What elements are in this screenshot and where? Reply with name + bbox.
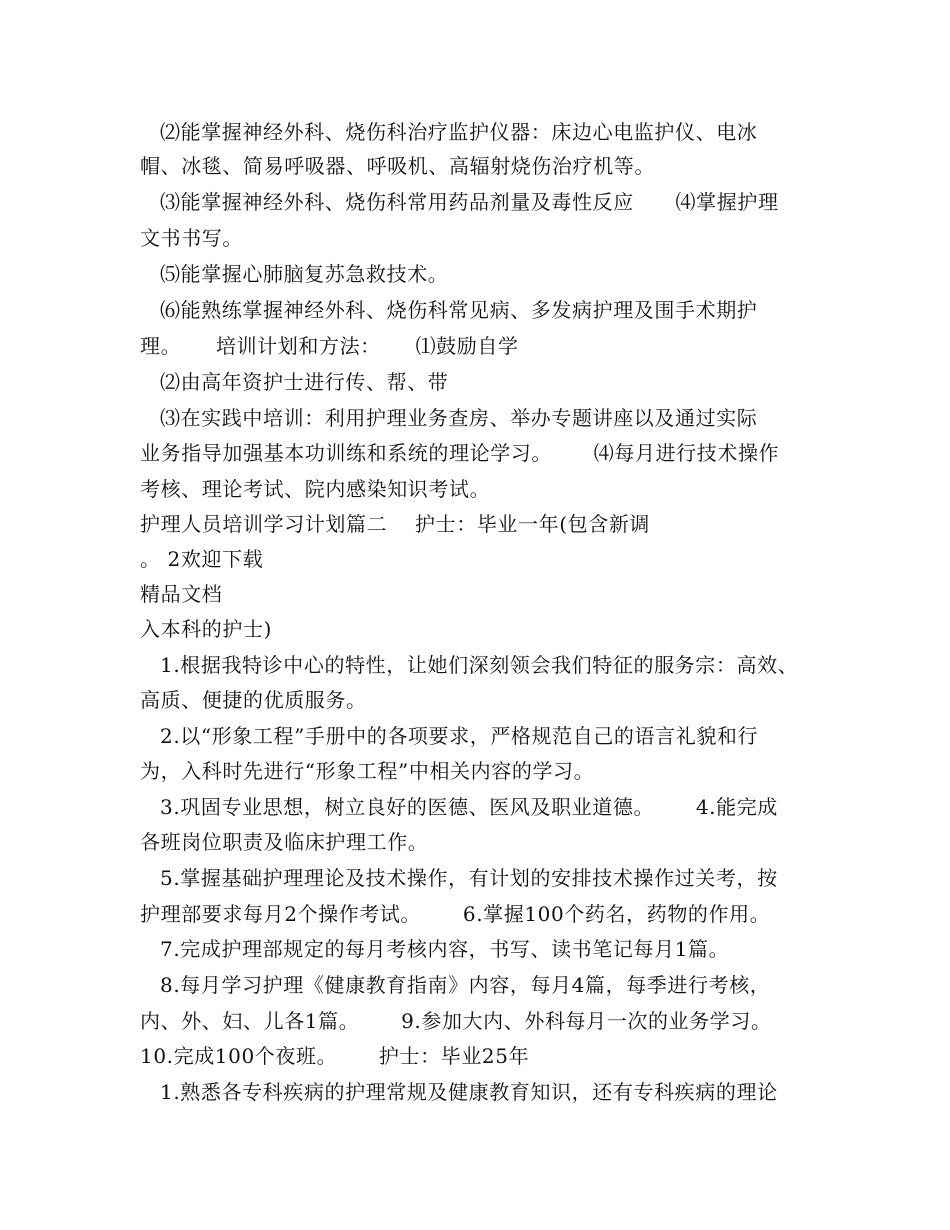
text-line: 文书书写。 xyxy=(140,226,243,250)
text-line: 各班岗位职责及临床护理工作。 xyxy=(140,830,429,854)
text-line: 业务指导加强基本功训练和系统的理论学习。 ⑷每月进行技术操作 xyxy=(140,441,780,465)
text-line: 7.完成护理部规定的每月考核内容，书写、读书笔记每月1篇。 xyxy=(160,937,730,961)
text-line: ⑵由高年资护士进行传、帮、带 xyxy=(160,370,449,394)
text-line: 5.掌握基础护理理论及技术操作，有计划的安排技术操作过关考，按 xyxy=(160,866,778,890)
text-line: 帽、冰毯、简易呼吸器、呼吸机、高辐射烧伤治疗机等。 xyxy=(140,154,655,178)
section-heading: 护理人员培训学习计划篇二 护士：毕业一年(包含新调 xyxy=(140,512,651,536)
page-header: 精品文档 xyxy=(140,582,223,606)
text-line: 内、外、妇、儿各1篇。 9.参加大内、外科每月一次的业务学习。 xyxy=(140,1009,772,1033)
text-line: 考核、理论考试、院内感染知识考试。 xyxy=(140,477,491,501)
text-line: 3.巩固专业思想，树立良好的医德、医风及职业道德。 4.能完成 xyxy=(160,795,778,819)
text-line: 10.完成100个夜班。 护士：毕业25年 xyxy=(140,1044,530,1068)
text-line: ⑶能掌握神经外科、烧伤科常用药品剂量及毒性反应 ⑷掌握护理 xyxy=(160,190,779,214)
text-line: 8.每月学习护理《健康教育指南》内容，每月4篇，每季进行考核， xyxy=(160,973,771,997)
text-line: 理。 培训计划和方法： ⑴鼓励自学 xyxy=(140,334,519,358)
text-line: ⑶在实践中培训：利用护理业务查房、举办专题讲座以及通过实际 xyxy=(160,406,758,430)
text-line: 护理部要求每月2个操作考试。 6.掌握100个药名，药物的作用。 xyxy=(140,902,771,926)
page-footer: 。 2欢迎下载 xyxy=(140,547,264,571)
text-line: ⑹能熟练掌握神经外科、烧伤科常见病、多发病护理及围手术期护 xyxy=(160,298,758,322)
text-line: 2.以“形象工程”手册中的各项要求，严格规范自己的语言礼貌和行 xyxy=(160,724,759,748)
text-line: ⑸能掌握心肺脑复苏急救技术。 xyxy=(160,262,449,286)
text-line: 入本科的护士) xyxy=(140,617,273,641)
text-line: 高质、便捷的优质服务。 xyxy=(140,688,367,712)
text-line: ⑵能掌握神经外科、烧伤科治疗监护仪器：床边心电监护仪、电冰 xyxy=(160,120,758,144)
text-line: 1.熟悉各专科疾病的护理常规及健康教育知识，还有专科疾病的理论 xyxy=(160,1080,778,1104)
text-line: 为，入科时先进行“形象工程”中相关内容的学习。 xyxy=(140,759,595,783)
text-line: 1.根据我特诊中心的特性，让她们深刻领会我们特征的服务宗：高效、 xyxy=(160,653,799,677)
